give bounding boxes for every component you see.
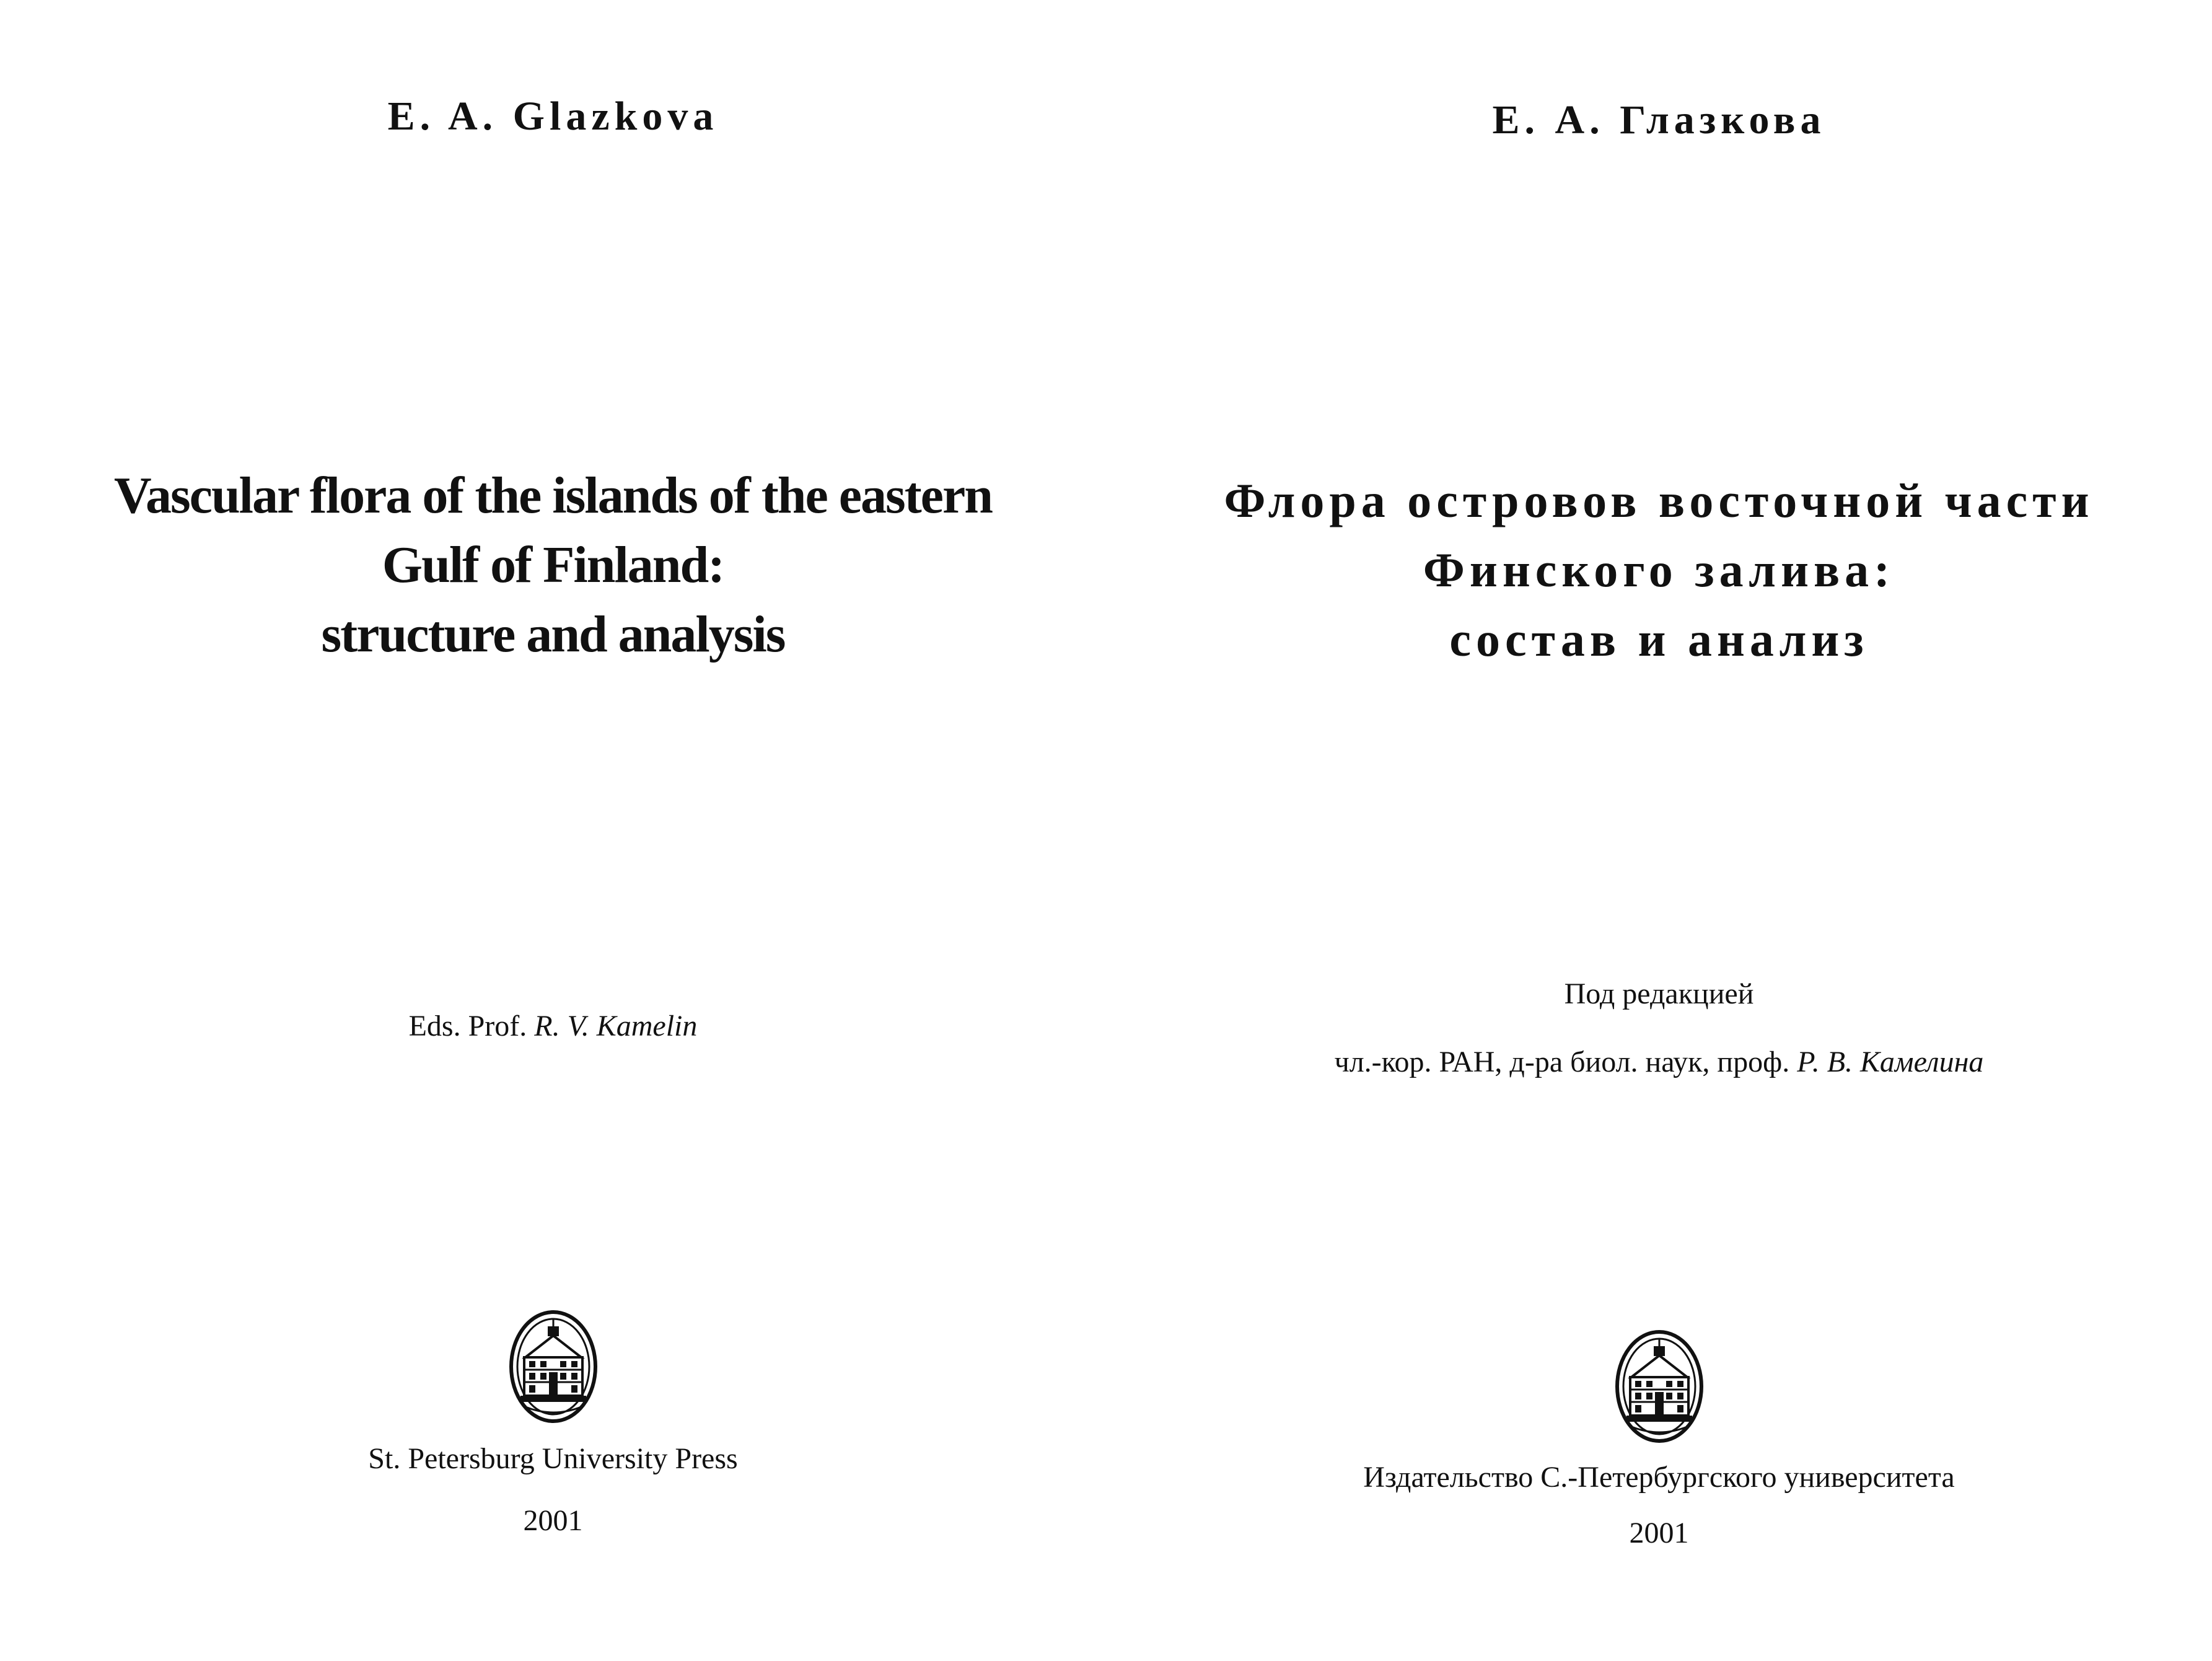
author-name: Е. А. Глазкова (1492, 97, 1826, 143)
editor-credit-line-2 (1106, 1045, 2212, 1079)
editor-name: Р. В. Камелина (1797, 1046, 1984, 1078)
editor-prefix: чл.-кор. РАН, д-ра биол. наук, проф. (1334, 1046, 1797, 1078)
publisher-name: Издательство С.-Петербургского университета (1363, 1461, 1955, 1494)
title-line-2: Gulf of Finland: (382, 536, 724, 594)
editor-credit (0, 1009, 1106, 1043)
publisher-name: St. Petersburg University Press (368, 1442, 738, 1475)
editor-name: R. V. Kamelin (534, 1010, 698, 1042)
title-line-3: состав и анализ (1449, 612, 1869, 666)
author-name: E. A. Glazkova (387, 94, 719, 139)
title-line-3: structure and analysis (321, 606, 785, 663)
title-line-1: Флора островов восточной части (1224, 474, 2094, 527)
editor-credit-line-1: Под редакцией (1564, 977, 1754, 1010)
publication-year: 2001 (523, 1504, 583, 1537)
editor-prefix: Eds. Prof. (408, 1010, 535, 1042)
book-title (1106, 466, 2212, 674)
university-building-seal-icon (507, 1308, 600, 1425)
university-building-seal-icon (1613, 1328, 1706, 1445)
title-line-2: Финского залива: (1423, 543, 1895, 597)
publisher-emblem (1106, 1328, 2212, 1445)
book-title (0, 461, 1106, 669)
title-line-1: Vascular flora of the islands of the eastern (114, 467, 992, 524)
publisher-emblem (0, 1308, 1106, 1425)
right-title-page (1106, 0, 2212, 1661)
publication-year: 2001 (1629, 1517, 1689, 1549)
